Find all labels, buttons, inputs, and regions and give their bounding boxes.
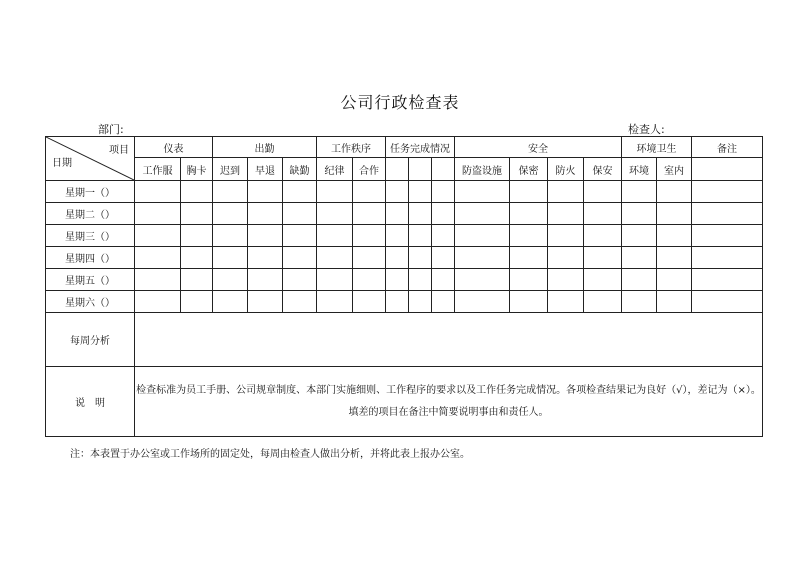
- entry-cell[interactable]: [181, 181, 213, 203]
- explanation-line: 检查标准为员工手册、公司规章制度、本部门实施细则、工作程序的要求以及工作任务完成情况。各项检查结果记为良好（√），差记为（×）。: [136, 384, 761, 396]
- entry-cell[interactable]: [248, 291, 283, 313]
- group-hygiene-header: 环境卫生: [622, 137, 692, 158]
- entry-cell[interactable]: [432, 181, 455, 203]
- entry-cell[interactable]: [386, 247, 409, 269]
- group-task-header: 任务完成情况: [386, 137, 455, 158]
- sub-header-remarks-blank: [692, 158, 763, 181]
- entry-cell[interactable]: [432, 247, 455, 269]
- entry-cell[interactable]: [248, 269, 283, 291]
- entry-cell[interactable]: [455, 247, 510, 269]
- entry-cell[interactable]: [622, 225, 657, 247]
- entry-cell[interactable]: [692, 225, 763, 247]
- entry-cell[interactable]: [248, 247, 283, 269]
- day-row: [46, 291, 763, 313]
- form-title: 公司行政检查表: [340, 93, 460, 112]
- entry-cell[interactable]: [455, 225, 510, 247]
- entry-cell[interactable]: [584, 181, 622, 203]
- entry-cell[interactable]: [213, 269, 248, 291]
- entry-cell[interactable]: [622, 269, 657, 291]
- entry-cell[interactable]: [432, 291, 455, 313]
- entry-cell[interactable]: [409, 247, 432, 269]
- day-row: [46, 225, 763, 247]
- entry-cell[interactable]: [455, 269, 510, 291]
- entry-cell[interactable]: [692, 291, 763, 313]
- entry-cell[interactable]: [386, 181, 409, 203]
- day-label: 星期五（）: [46, 269, 135, 291]
- sub-header-cooperation: 合作: [353, 158, 386, 181]
- entry-cell[interactable]: [317, 269, 353, 291]
- weekly-analysis-label: 每周分析: [46, 313, 135, 367]
- entry-cell[interactable]: [248, 181, 283, 203]
- sub-header-late: 迟到: [213, 158, 248, 181]
- sub-header-security: 保安: [584, 158, 622, 181]
- entry-cell[interactable]: [432, 225, 455, 247]
- sub-header-uniform: 工作服: [135, 158, 181, 181]
- sub-header-confidentiality: 保密: [510, 158, 548, 181]
- entry-cell[interactable]: [283, 181, 317, 203]
- explanation-line: 填差的项目在备注中简要说明事由和责任人。: [348, 406, 549, 418]
- entry-cell[interactable]: [386, 291, 409, 313]
- sub-header-task-blank: [386, 158, 409, 181]
- entry-cell[interactable]: [510, 291, 548, 313]
- header-corner-cell: [46, 137, 135, 181]
- entry-cell[interactable]: [283, 203, 317, 225]
- entry-cell[interactable]: [283, 247, 317, 269]
- entry-cell[interactable]: [135, 203, 181, 225]
- entry-cell[interactable]: [510, 203, 548, 225]
- day-label: 星期六（）: [46, 291, 135, 313]
- entry-cell[interactable]: [181, 203, 213, 225]
- entry-cell[interactable]: [584, 269, 622, 291]
- sub-header-indoor: 室内: [657, 158, 692, 181]
- entry-cell[interactable]: [409, 225, 432, 247]
- inspection-table: [45, 136, 763, 437]
- day-row: [46, 203, 763, 225]
- entry-cell[interactable]: [213, 181, 248, 203]
- entry-cell[interactable]: [386, 225, 409, 247]
- entry-cell[interactable]: [548, 181, 584, 203]
- entry-cell[interactable]: [181, 291, 213, 313]
- sub-header-fire-prevention: 防火: [548, 158, 584, 181]
- entry-cell[interactable]: [510, 181, 548, 203]
- entry-cell[interactable]: [353, 269, 386, 291]
- group-attendance-header: 出勤: [213, 137, 317, 158]
- entry-cell[interactable]: [510, 269, 548, 291]
- entry-cell[interactable]: [692, 247, 763, 269]
- entry-cell[interactable]: [317, 291, 353, 313]
- entry-cell[interactable]: [283, 291, 317, 313]
- entry-cell[interactable]: [213, 247, 248, 269]
- entry-cell[interactable]: [181, 247, 213, 269]
- group-order-header: 工作秩序: [317, 137, 386, 158]
- day-label: 星期三（）: [46, 225, 135, 247]
- entry-cell[interactable]: [455, 181, 510, 203]
- entry-cell[interactable]: [622, 181, 657, 203]
- entry-cell[interactable]: [353, 291, 386, 313]
- entry-cell[interactable]: [455, 203, 510, 225]
- entry-cell[interactable]: [353, 225, 386, 247]
- day-label: 星期二（）: [46, 203, 135, 225]
- entry-cell[interactable]: [510, 247, 548, 269]
- entry-cell[interactable]: [353, 247, 386, 269]
- entry-cell[interactable]: [409, 269, 432, 291]
- entry-cell[interactable]: [692, 269, 763, 291]
- entry-cell[interactable]: [283, 225, 317, 247]
- day-row: [46, 269, 763, 291]
- sub-header-absence: 缺勤: [283, 158, 317, 181]
- entry-cell[interactable]: [584, 203, 622, 225]
- entry-cell[interactable]: [181, 225, 213, 247]
- entry-cell[interactable]: [135, 269, 181, 291]
- entry-cell[interactable]: [432, 269, 455, 291]
- explanation-text: [135, 367, 763, 437]
- entry-cell[interactable]: [248, 203, 283, 225]
- entry-cell[interactable]: [510, 225, 548, 247]
- entry-cell[interactable]: [283, 269, 317, 291]
- entry-cell[interactable]: [409, 203, 432, 225]
- entry-cell[interactable]: [584, 247, 622, 269]
- day-row: [46, 181, 763, 203]
- header-row-subs: [46, 158, 763, 181]
- entry-cell[interactable]: [622, 203, 657, 225]
- entry-cell[interactable]: [135, 225, 181, 247]
- entry-cell[interactable]: [386, 269, 409, 291]
- entry-cell[interactable]: [622, 291, 657, 313]
- entry-cell[interactable]: [317, 247, 353, 269]
- entry-cell[interactable]: [548, 269, 584, 291]
- sub-header-anti-theft: 防盗设施: [455, 158, 510, 181]
- entry-cell[interactable]: [692, 181, 763, 203]
- sub-header-task-blank: [409, 158, 432, 181]
- entry-cell[interactable]: [213, 291, 248, 313]
- entry-cell[interactable]: [213, 203, 248, 225]
- entry-cell[interactable]: [692, 203, 763, 225]
- entry-cell[interactable]: [317, 203, 353, 225]
- entry-cell[interactable]: [248, 225, 283, 247]
- entry-cell[interactable]: [353, 181, 386, 203]
- entry-cell[interactable]: [409, 181, 432, 203]
- entry-cell[interactable]: [181, 269, 213, 291]
- entry-cell[interactable]: [657, 181, 692, 203]
- entry-cell[interactable]: [548, 247, 584, 269]
- sub-header-discipline: 纪律: [317, 158, 353, 181]
- entry-cell[interactable]: [622, 247, 657, 269]
- group-safety-header: 安全: [455, 137, 622, 158]
- entry-cell[interactable]: [584, 225, 622, 247]
- entry-cell[interactable]: [353, 203, 386, 225]
- day-row: [46, 247, 763, 269]
- entry-cell[interactable]: [657, 225, 692, 247]
- entry-cell[interactable]: [135, 291, 181, 313]
- entry-cell[interactable]: [548, 225, 584, 247]
- entry-cell[interactable]: [548, 291, 584, 313]
- entry-cell[interactable]: [317, 181, 353, 203]
- group-remarks-header: 备注: [692, 137, 763, 158]
- entry-cell[interactable]: [584, 291, 622, 313]
- sub-header-early-leave: 早退: [248, 158, 283, 181]
- group-appearance-header: 仪表: [135, 137, 213, 158]
- corner-item-label: 项目: [109, 145, 129, 156]
- entry-cell[interactable]: [386, 203, 409, 225]
- entry-cell[interactable]: [657, 203, 692, 225]
- sub-header-task-blank: [432, 158, 455, 181]
- entry-cell[interactable]: [135, 247, 181, 269]
- day-label: 星期一（）: [46, 181, 135, 203]
- header-row-groups: [46, 137, 763, 158]
- sub-header-badge: 胸卡: [181, 158, 213, 181]
- department-label: 部门:: [98, 123, 124, 136]
- corner-date-label: 日期: [52, 158, 72, 169]
- day-label: 星期四（）: [46, 247, 135, 269]
- entry-cell[interactable]: [657, 291, 692, 313]
- entry-cell[interactable]: [432, 203, 455, 225]
- entry-cell[interactable]: [135, 181, 181, 203]
- entry-cell[interactable]: [409, 291, 432, 313]
- weekly-analysis-cell[interactable]: [135, 313, 763, 367]
- footnote: 注：本表置于办公室或工作场所的固定处，每周由检查人做出分析，并将此表上报办公室。: [70, 449, 470, 460]
- entry-cell[interactable]: [317, 225, 353, 247]
- entry-cell[interactable]: [455, 291, 510, 313]
- weekly-analysis-row: [46, 313, 763, 367]
- entry-cell[interactable]: [548, 203, 584, 225]
- entry-cell[interactable]: [657, 247, 692, 269]
- explanation-label: 说 明: [46, 367, 135, 437]
- entry-cell[interactable]: [657, 269, 692, 291]
- explanation-row: [46, 367, 763, 437]
- inspector-label: 检查人:: [628, 123, 665, 136]
- sub-header-environment: 环境: [622, 158, 657, 181]
- entry-cell[interactable]: [213, 225, 248, 247]
